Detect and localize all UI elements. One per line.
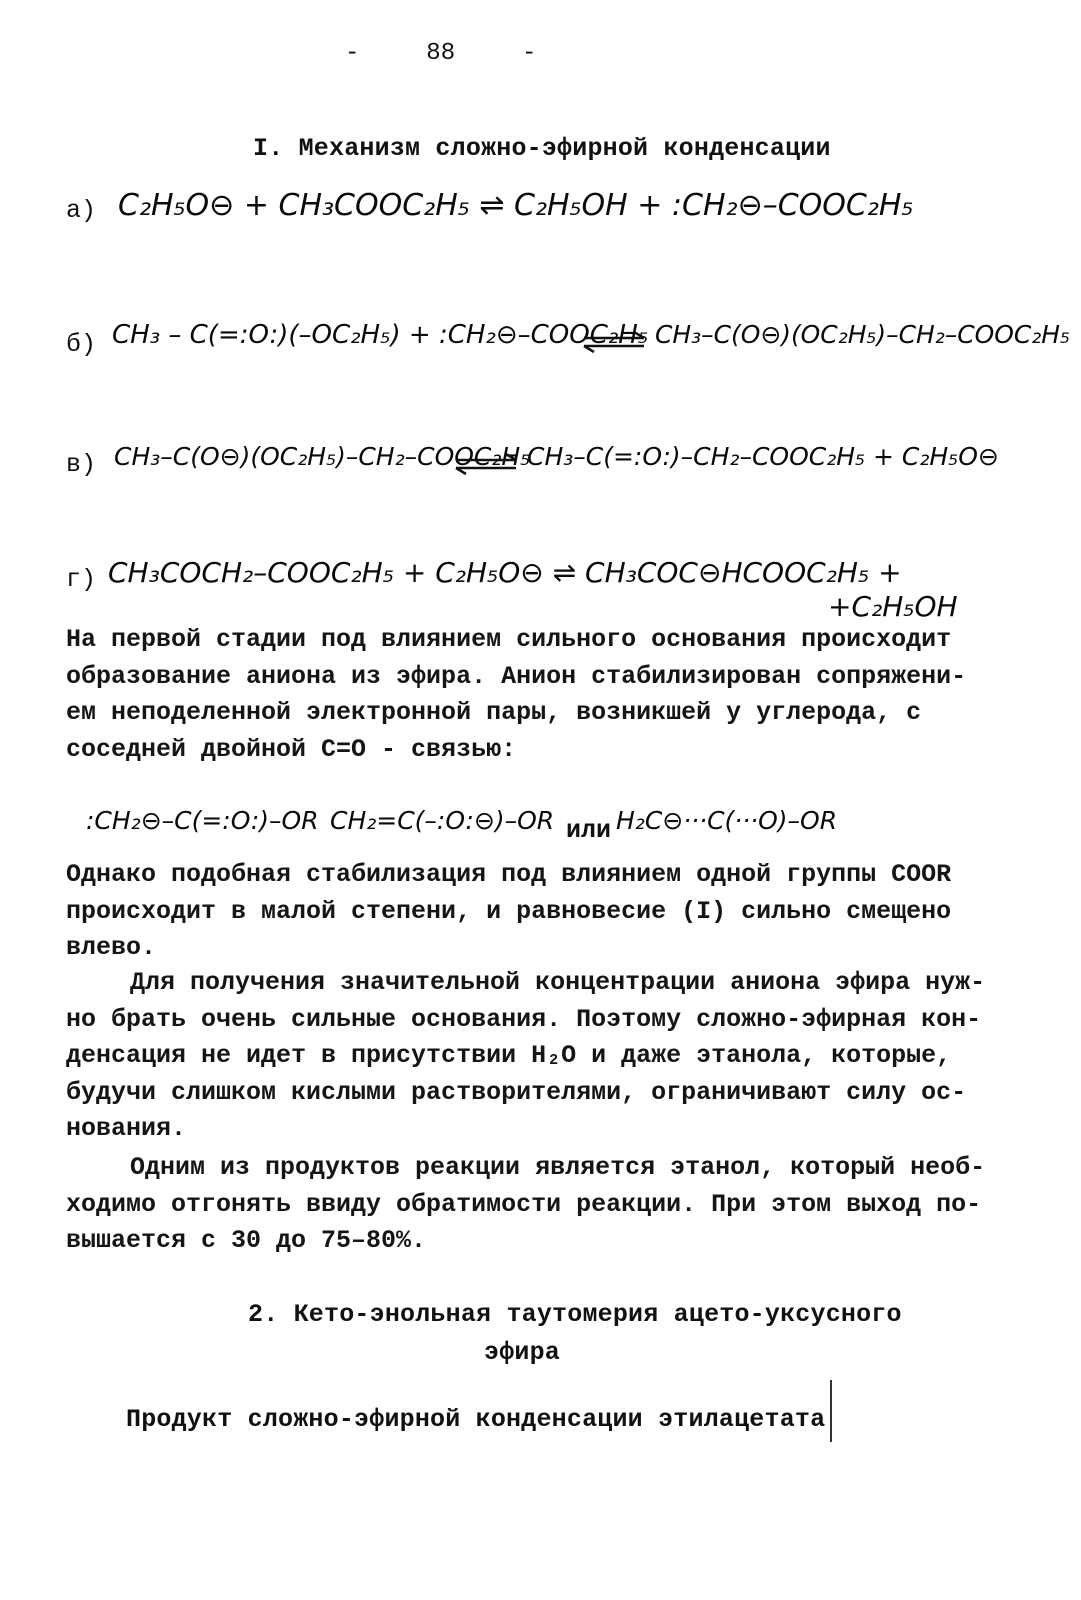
- reaction-c-equilibrium-arrow: [452, 452, 522, 476]
- paragraph-1-line: соседней двойной С=О - связью:: [66, 734, 517, 764]
- reaction-c-left: CH₃–C(O⊖)(OC₂H₅)–CH₂–COOC₂H₅: [114, 442, 531, 471]
- paragraph-3: [66, 965, 996, 1148]
- resonance-connector: или: [566, 816, 612, 845]
- reaction-d-line2: +C₂H₅OH: [828, 590, 958, 623]
- paragraph-4-line: Одним из продуктов реакции является этанол, который необ-: [130, 1153, 986, 1182]
- paragraph-1-line: На первой стадии под влиянием сильного основания происходит: [66, 625, 952, 654]
- paragraph-1: [66, 622, 996, 768]
- reaction-a-label: а): [66, 196, 97, 225]
- paragraph-1-line: образование аниона из эфира. Анион стабилизирован сопряжени-: [66, 661, 967, 691]
- section-2-title-continued: эфира: [484, 1338, 561, 1367]
- resonance-form-3: H₂C⊖···C(···O)–OR: [616, 806, 838, 835]
- paragraph-3-line: но брать очень сильные основания. Поэтому сложно-эфирная кон-: [66, 1004, 982, 1034]
- resonance-form-1: :CH₂⊖–C(=:O:)–OR: [86, 806, 319, 835]
- resonance-form-2: CH₂=C(–:O:⊖)–OR: [330, 806, 555, 835]
- paragraph-2-line: происходит в малой степени, и равновесие (I) сильно смещено: [66, 896, 952, 926]
- paragraph-3-line: Для получения значительной концентрации аниона эфира нуж-: [130, 968, 986, 997]
- reaction-d-label: г): [66, 565, 97, 594]
- paragraph-2-line: влево.: [66, 933, 157, 962]
- reaction-a-equation: C₂H₅O⊖ + CH₃COOC₂H₅ ⇌ C₂H₅OH + :CH₂⊖–COOC₂H₅: [118, 188, 914, 223]
- reaction-b-right: CH₃–C(O⊖)(OC₂H₅)–CH₂–COOC₂H₅: [655, 320, 1071, 349]
- reaction-b-label: б): [66, 330, 97, 359]
- reaction-d-line1: CH₃COCH₂–COOC₂H₅ + C₂H₅O⊖ ⇌ CH₃COC⊖HCOOC₂H₅ +: [108, 556, 902, 589]
- paragraph-4-line: ходимо отгонять ввиду обратимости реакции. При этом выход по-: [66, 1189, 982, 1219]
- reaction-b-left: CH₃ – C(=:O:)(–OC₂H₅) + :CH₂⊖–COOC₂H₅: [112, 320, 649, 350]
- paragraph-3-line: денсация не идет в присутствии H₂O и даже этанола, которые,: [66, 1041, 952, 1070]
- section-1-title: I. Механизм сложно-эфирной конденсации: [253, 134, 831, 163]
- paragraph-3-line: нования.: [66, 1114, 187, 1143]
- paragraph-4: [66, 1150, 996, 1260]
- paragraph-5: Продукт сложно-эфирной конденсации этилацетата: [126, 1405, 826, 1434]
- page-number: - 88 -: [345, 40, 537, 67]
- paragraph-3-line: будучи слишком кислыми растворителями, ограничивают силу ос-: [66, 1077, 967, 1107]
- paragraph-4-line: вышается с 30 до 75–80%.: [66, 1226, 427, 1255]
- reaction-c-right: CH₃–C(=:O:)–CH₂–COOC₂H₅ + C₂H₅O⊖: [527, 442, 999, 471]
- paragraph-2-line: Однако подобная стабилизация под влиянием одной группы COOR: [66, 860, 952, 889]
- paragraph-1-line: ем неподеленной электронной пары, возникшей у углерода, с: [66, 698, 922, 727]
- margin-mark: [830, 1380, 832, 1442]
- section-2-title: 2. Кето-энольная таутомерия ацето-уксусного: [248, 1300, 902, 1329]
- paragraph-2: [66, 857, 996, 967]
- reaction-c-label: в): [66, 450, 97, 479]
- reaction-b-equilibrium-arrow: [580, 330, 650, 354]
